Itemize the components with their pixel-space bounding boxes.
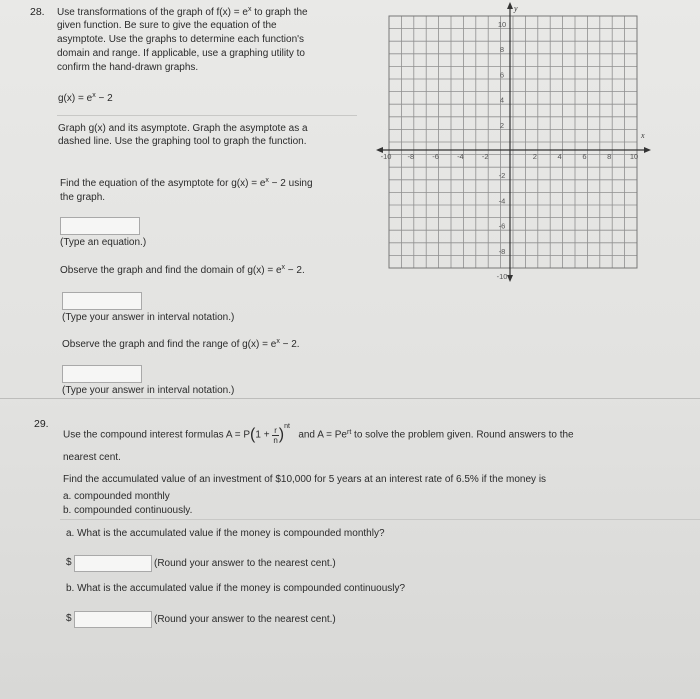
y-tick-label: 4 — [499, 95, 505, 105]
y-axis-label: y — [514, 4, 518, 13]
asymptote-answer-input[interactable] — [60, 217, 140, 235]
asymptote-question-line-2: the graph. — [60, 192, 106, 203]
y-tick-label: -4 — [498, 196, 506, 206]
y-tick-label: 8 — [499, 45, 505, 55]
x-tick-label: 8 — [607, 152, 612, 161]
x-axis-arrow-right — [644, 147, 651, 153]
graph-instructions-line-2: dashed line. Use the graphing tool to graph the function. — [58, 136, 307, 147]
range-question: Observe the graph and find the range of $g(x) = e^x - 2$. — [62, 338, 300, 350]
question-separator — [0, 398, 700, 399]
x-tick-label: -6 — [432, 152, 439, 161]
q28-prompt-line-4: domain and range. If applicable, use a graphing utility to — [57, 48, 305, 59]
domain-hint: (Type your answer in interval notation.) — [62, 312, 235, 323]
y-tick-label: 10 — [497, 20, 507, 29]
y-tick-label: -10 — [496, 272, 508, 281]
part-a-question: a. What is the accumulated value if the money is compounded monthly? — [66, 528, 385, 539]
q28-prompt-line-3: asymptote. Use the graphs to determine each function's — [57, 34, 305, 45]
grid-lines — [389, 16, 637, 268]
question-29-number: 29. — [34, 418, 49, 430]
x-tick-label: -2 — [481, 152, 489, 161]
y-tick-label: -2 — [498, 171, 506, 181]
part-b-answer-input[interactable] — [74, 611, 152, 628]
x-tick-label: -10 — [380, 152, 392, 161]
q28-function: $g(x) = e^x - 2$ — [58, 92, 113, 104]
y-axis-arrow-up — [507, 2, 513, 9]
graph-instructions-line-1: Graph g(x) and its asymptote. Graph the asymptote as a — [58, 123, 308, 134]
divider — [57, 115, 357, 116]
x-tick-label: -8 — [407, 152, 415, 161]
q29-intro-line-2: nearest cent. — [63, 452, 121, 463]
x-tick-label: -4 — [457, 152, 464, 161]
x-tick-label: 6 — [582, 152, 587, 161]
y-tick-label: 2 — [499, 120, 505, 130]
x-tick-label: 2 — [532, 152, 537, 161]
divider — [60, 519, 700, 520]
x-tick-label: 4 — [557, 152, 562, 161]
q29-intro: Use the compound interest formulas $A = P(1 + \frac{r}{n})^{nt}$ and $A = Pe^{rt}$ to solve the problem given. Round answers to the — [63, 422, 574, 445]
coordinate-grid[interactable] — [375, 2, 665, 282]
part-a-answer-input[interactable] — [74, 555, 152, 572]
q28-prompt-line-1: Use transformations of the graph of $f(x) = e^x$ to graph the — [57, 6, 308, 18]
part-a-hint: (Round your answer to the nearest cent.) — [154, 558, 336, 569]
q29-problem: Find the accumulated value of an investment of $10,000 for 5 years at an interest rate of 6.5% if the money is — [63, 474, 547, 485]
domain-answer-input[interactable] — [62, 292, 142, 310]
x-axis-label: x — [641, 131, 645, 140]
part-a-dollar-sign: $ — [66, 557, 72, 568]
y-tick-label: 6 — [499, 70, 505, 80]
y-tick-label: -6 — [498, 221, 506, 231]
q29-option-a: a. compounded monthly — [63, 491, 170, 502]
part-b-hint: (Round your answer to the nearest cent.) — [154, 614, 336, 625]
part-b-question: b. What is the accumulated value if the money is compounded continuously? — [66, 583, 406, 594]
r-over-n-fraction: $\frac{r}{n}$ — [273, 425, 278, 445]
question-28-number: 28. — [30, 6, 45, 18]
asymptote-hint: (Type an equation.) — [60, 237, 147, 248]
q29-option-b: b. compounded continuously. — [63, 505, 193, 516]
range-answer-input[interactable] — [62, 365, 142, 383]
domain-question: Observe the graph and find the domain of $g(x) = e^x - 2$. — [60, 264, 305, 276]
q28-prompt-line-5: confirm the hand-drawn graphs. — [57, 62, 199, 73]
y-tick-label: -8 — [498, 246, 506, 256]
x-tick-label: 10 — [629, 152, 639, 161]
range-hint: (Type your answer in interval notation.) — [62, 385, 235, 396]
part-b-dollar-sign: $ — [66, 613, 72, 624]
y-axis-arrow-down — [507, 275, 513, 282]
asymptote-question-line-1: Find the equation of the asymptote for $g(x) = e^x - 2$ using — [60, 177, 313, 189]
q28-prompt-line-2: given function. Be sure to give the equation of the — [57, 20, 277, 31]
